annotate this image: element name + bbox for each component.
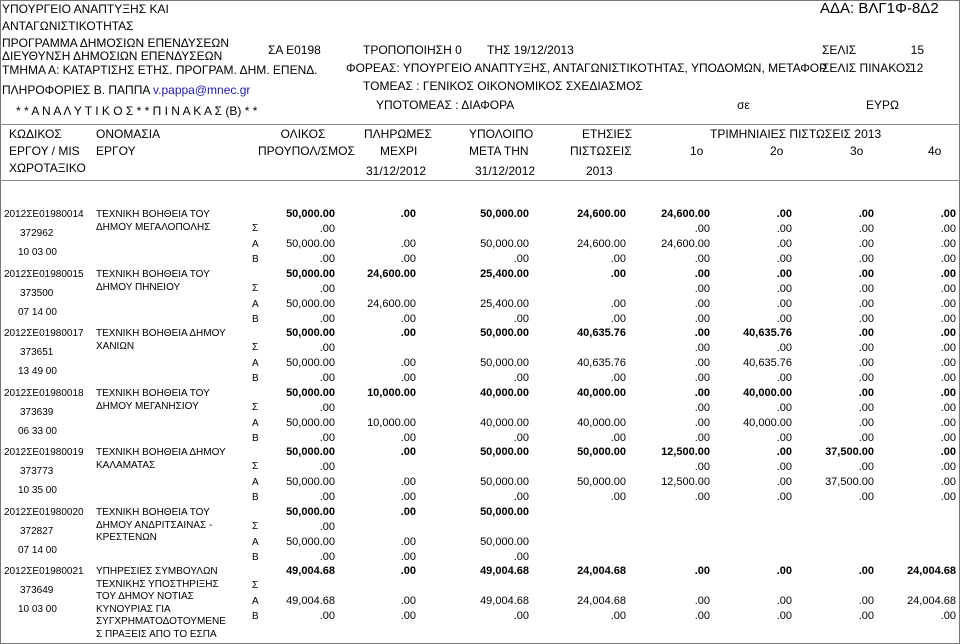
- page-label: ΣΕΛΙΣ: [822, 43, 857, 57]
- row-label-Σ: Σ: [252, 342, 259, 353]
- value-q3: .00: [858, 208, 874, 220]
- project-code: 2012ΣΕ01980021: [4, 566, 84, 577]
- project-name-line: ΤΕΧΝΙΚΗ ΒΟΗΘΕΙΑ ΤΟΥ: [96, 269, 210, 280]
- value-ypoloipo: 50,000.00: [480, 476, 529, 488]
- value-q1: .00: [694, 491, 710, 503]
- value-q4: 24,004.68: [907, 565, 956, 577]
- value-q1: 12,500.00: [661, 476, 710, 488]
- row-label-Β: Β: [252, 492, 259, 503]
- project-mis: 373773: [20, 466, 54, 477]
- value-q4: .00: [940, 313, 956, 325]
- value-etisies: .00: [610, 491, 626, 503]
- value-q3: .00: [858, 417, 874, 429]
- row-label-Β: Β: [252, 373, 259, 384]
- project-name-line: ΚΥΝΟΥΡΙΑΣ ΓΙΑ: [96, 603, 171, 615]
- value-oliko: .00: [319, 313, 335, 325]
- value-q3: .00: [858, 432, 874, 444]
- value-q1: .00: [694, 268, 710, 280]
- project-name-line: ΤΕΧΝΙΚΗ ΒΟΗΘΕΙΑ ΤΟΥ: [96, 388, 210, 399]
- value-oliko: .00: [319, 253, 335, 265]
- value-ypoloipo: .00: [513, 253, 529, 265]
- org-line-5: ΤΜΗΜΑ Α: ΚΑΤΑΡΤΙΣΗΣ ΕΤΗΣ. ΠΡΟΓΡΑΜ. ΔΗΜ. ΕΠΕΝΔ.: [2, 63, 318, 77]
- info-email[interactable]: v.pappa@mnec.gr: [153, 83, 251, 97]
- col-kodikos: ΚΩΔΙΚΟΣ ΕΡΓΟΥ / MIS ΧΩΡΟΤΑΞΙΚΟ: [9, 127, 86, 175]
- value-q4: .00: [940, 223, 956, 235]
- col-ypoloipo: ΥΠΟΛΟΙΠΟ ΜΕΤΑ ΤΗΝ 31/12/2012: [469, 127, 536, 178]
- value-q1: .00: [694, 327, 710, 339]
- value-etisies: 40,635.76: [577, 357, 626, 369]
- value-pliromes: .00: [400, 506, 416, 518]
- value-etisies: 24,600.00: [577, 208, 626, 220]
- col-triminiaies: ΤΡΙΜΗΝΙΑΙΕΣ ΠΙΣΤΩΣΕΙΣ 2013: [710, 127, 882, 141]
- unit-se: σε: [737, 98, 750, 112]
- project-xoro: 06 33 00: [18, 426, 57, 437]
- value-ypoloipo: 40,000.00: [480, 387, 529, 399]
- value-oliko: 50,000.00: [286, 476, 335, 488]
- value-oliko: 50,000.00: [286, 238, 335, 250]
- value-q3: 37,500.00: [825, 446, 874, 458]
- project-mis: 373649: [20, 585, 54, 596]
- value-q4: .00: [940, 491, 956, 503]
- value-q1: .00: [694, 595, 710, 607]
- value-q2: .00: [776, 313, 792, 325]
- row-label-Α: Α: [252, 418, 259, 429]
- value-pliromes: .00: [400, 432, 416, 444]
- value-pliromes: .00: [400, 357, 416, 369]
- project-xoro: 07 14 00: [18, 307, 57, 318]
- value-pliromes: .00: [400, 372, 416, 384]
- value-etisies: 24,600.00: [577, 238, 626, 250]
- value-oliko: .00: [319, 461, 335, 473]
- value-q2: .00: [776, 491, 792, 503]
- col-q2: 2ο: [770, 144, 784, 158]
- value-q4: .00: [940, 327, 956, 339]
- project-name-line: ΔΗΜΟΥ ΜΕΓΑΛΟΠΟΛΗΣ: [96, 221, 211, 233]
- value-ypoloipo: 49,004.68: [480, 595, 529, 607]
- value-ypoloipo: 25,400.00: [480, 268, 529, 280]
- project-name-line: Σ ΠΡΑΞΕΙΣ ΑΠΟ ΤΟ ΕΣΠΑ: [96, 628, 217, 640]
- value-q4: .00: [940, 342, 956, 354]
- value-q3: .00: [858, 387, 874, 399]
- project-code: 2012ΣΕ01980019: [4, 447, 84, 458]
- row-label-Β: Β: [252, 611, 259, 622]
- value-pliromes: .00: [400, 595, 416, 607]
- value-q1: .00: [694, 342, 710, 354]
- value-q1: 24,600.00: [661, 208, 710, 220]
- value-q2: .00: [776, 610, 792, 622]
- col-etisies: ΕΤΗΣΙΕΣ ΠΙΣΤΩΣΕΙΣ 2013: [570, 127, 633, 178]
- project-xoro: 10 03 00: [18, 247, 57, 258]
- project-name-line: ΤΕΧΝΙΚΗ ΒΟΗΘΕΙΑ ΔΗΜΟΥ: [96, 328, 226, 339]
- value-oliko: .00: [319, 551, 335, 563]
- col-q4: 4ο: [928, 144, 942, 158]
- project-mis: 373651: [20, 347, 54, 358]
- value-q3: .00: [858, 402, 874, 414]
- value-q2: .00: [776, 446, 792, 458]
- project-mis: 372962: [20, 228, 54, 239]
- value-q2: .00: [776, 565, 792, 577]
- value-etisies: 50,000.00: [577, 446, 626, 458]
- value-q2: .00: [776, 461, 792, 473]
- value-q2: .00: [776, 372, 792, 384]
- value-ypoloipo: 50,000.00: [480, 536, 529, 548]
- project-xoro: 10 35 00: [18, 485, 57, 496]
- value-q2: .00: [776, 476, 792, 488]
- value-q3: .00: [858, 283, 874, 295]
- project-name-line: ΥΠΗΡΕΣΙΕΣ ΣΥΜΒΟΥΛΩΝ: [96, 566, 218, 577]
- value-q2: .00: [776, 283, 792, 295]
- value-q2: 40,000.00: [743, 417, 792, 429]
- doc-date: ΤΗΣ 19/12/2013: [487, 43, 574, 57]
- project-xoro: 07 14 00: [18, 545, 57, 556]
- value-etisies: 40,000.00: [577, 417, 626, 429]
- value-oliko: 49,004.68: [286, 565, 335, 577]
- value-q2: 40,635.76: [743, 327, 792, 339]
- row-label-Α: Α: [252, 477, 259, 488]
- project-name-line: ΤΕΧΝΙΚΗ ΒΟΗΘΕΙΑ ΤΟΥ: [96, 507, 210, 518]
- value-q1: .00: [694, 432, 710, 444]
- value-oliko: 50,000.00: [286, 298, 335, 310]
- project-name-line: ΧΑΝΙΩΝ: [96, 340, 135, 352]
- row-label-Β: Β: [252, 433, 259, 444]
- col-pliromes: ΠΛΗΡΩΜΕΣ ΜΕΧΡΙ 31/12/2012: [364, 127, 432, 178]
- org-line-4: ΔΙΕΥΘΥΝΣΗ ΔΗΜΟΣΙΩΝ ΕΠΕΝΔΥΣΕΩΝ: [2, 49, 223, 63]
- value-oliko: 50,000.00: [286, 417, 335, 429]
- header-rule-bottom: [0, 180, 960, 181]
- tomeas: ΤΟΜΕΑΣ : ΓΕΝΙΚΟΣ ΟΙΚΟΝΟΜΙΚΟΣ ΣΧΕΔΙΑΣΜΟΣ: [363, 79, 643, 93]
- value-q2: .00: [776, 268, 792, 280]
- value-q4: .00: [940, 238, 956, 250]
- value-pliromes: .00: [400, 208, 416, 220]
- value-q2: .00: [776, 253, 792, 265]
- project-code: 2012ΣΕ01980014: [4, 209, 84, 220]
- value-ypoloipo: 50,000.00: [480, 506, 529, 518]
- value-ypoloipo: .00: [513, 610, 529, 622]
- value-oliko: 50,000.00: [286, 208, 335, 220]
- value-q3: .00: [858, 610, 874, 622]
- value-q4: .00: [940, 610, 956, 622]
- value-pliromes: .00: [400, 327, 416, 339]
- value-pliromes: 10,000.00: [367, 387, 416, 399]
- value-pliromes: .00: [400, 313, 416, 325]
- analysis-title: * * Α Ν Α Λ Υ Τ Ι Κ Ο Σ * * Π Ι Ν Α Κ Α Σ (Β) * *: [16, 104, 258, 118]
- value-q4: .00: [940, 268, 956, 280]
- value-etisies: .00: [610, 253, 626, 265]
- value-ypoloipo: 50,000.00: [480, 446, 529, 458]
- project-name-line: ΔΗΜΟΥ ΠΗΝΕΙΟΥ: [96, 281, 181, 293]
- value-oliko: .00: [319, 283, 335, 295]
- value-etisies: .00: [610, 610, 626, 622]
- org-line-1: ΥΠΟΥΡΓΕΙΟ ΑΝΑΠΤΥΞΗΣ ΚΑΙ: [2, 2, 169, 16]
- value-q1: .00: [694, 357, 710, 369]
- value-q4: .00: [940, 402, 956, 414]
- value-pliromes: .00: [400, 551, 416, 563]
- project-xoro: 10 03 00: [18, 604, 57, 615]
- value-etisies: 40,000.00: [577, 387, 626, 399]
- value-q3: .00: [858, 223, 874, 235]
- value-etisies: 24,004.68: [577, 565, 626, 577]
- value-pliromes: .00: [400, 610, 416, 622]
- col-q3: 3ο: [850, 144, 864, 158]
- value-q2: .00: [776, 432, 792, 444]
- value-oliko: 50,000.00: [286, 268, 335, 280]
- value-pliromes: .00: [400, 536, 416, 548]
- row-label-Β: Β: [252, 314, 259, 325]
- ada-code: ΑΔΑ: ΒΛΓ1Φ-8Δ2: [820, 0, 939, 17]
- value-pliromes: .00: [400, 253, 416, 265]
- value-etisies: .00: [610, 432, 626, 444]
- value-etisies: 24,004.68: [577, 595, 626, 607]
- project-name-line: ΚΑΛΑΜΑΤΑΣ: [96, 459, 156, 471]
- page-value: 15: [910, 43, 924, 57]
- modification: ΤΡΟΠΟΠΟΙΗΣΗ 0: [363, 43, 462, 57]
- value-q1: .00: [694, 402, 710, 414]
- value-oliko: .00: [319, 402, 335, 414]
- value-q3: .00: [858, 595, 874, 607]
- row-label-Β: Β: [252, 254, 259, 265]
- row-label-Α: Α: [252, 358, 259, 369]
- info-label: ΠΛΗΡΟΦΟΡΙΕΣ Β. ΠΑΠΠΑ: [2, 83, 150, 97]
- value-q3: .00: [858, 253, 874, 265]
- row-label-Σ: Σ: [252, 283, 259, 294]
- ypotomeas: ΥΠΟΤΟΜΕΑΣ : ΔΙΑΦΟΡΑ: [376, 98, 515, 112]
- project-name-line: ΔΗΜΟΥ ΑΝΔΡΙΤΣΑΙΝΑΣ -: [96, 519, 213, 531]
- value-ypoloipo: .00: [513, 372, 529, 384]
- header-rule-top: [0, 124, 960, 125]
- value-pliromes: .00: [400, 565, 416, 577]
- row-label-Β: Β: [252, 552, 259, 563]
- value-oliko: 50,000.00: [286, 327, 335, 339]
- value-oliko: .00: [319, 223, 335, 235]
- project-name-line: ΔΗΜΟΥ ΜΕΓΑΝΗΣΙΟΥ: [96, 400, 199, 412]
- value-q4: .00: [940, 372, 956, 384]
- value-oliko: 50,000.00: [286, 387, 335, 399]
- value-ypoloipo: 50,000.00: [480, 327, 529, 339]
- value-q4: .00: [940, 208, 956, 220]
- project-name-line: ΤΕΧΝΙΚΗ ΒΟΗΘΕΙΑ ΔΗΜΟΥ: [96, 447, 226, 458]
- value-q3: .00: [858, 238, 874, 250]
- value-q2: .00: [776, 298, 792, 310]
- row-label-Σ: Σ: [252, 461, 259, 472]
- value-q1: .00: [694, 565, 710, 577]
- project-mis: 372827: [20, 526, 54, 537]
- value-ypoloipo: .00: [513, 313, 529, 325]
- value-q1: .00: [694, 253, 710, 265]
- col-q1: 1ο: [690, 144, 704, 158]
- project-name-line: ΚΡΕΣΤΕΝΩΝ: [96, 532, 157, 543]
- col-oliko: ΟΛΙΚΟΣ ΠΡΟΥΠΟΛ/ΣΜΟΣ: [258, 127, 355, 158]
- project-code: 2012ΣΕ01980015: [4, 269, 84, 280]
- value-q4: .00: [940, 387, 956, 399]
- value-pliromes: 24,600.00: [367, 268, 416, 280]
- value-q4: .00: [940, 432, 956, 444]
- value-q2: 40,000.00: [743, 387, 792, 399]
- value-q1: .00: [694, 417, 710, 429]
- value-q3: .00: [858, 461, 874, 473]
- project-name-line: ΤΕΧΝΙΚΗ ΒΟΗΘΕΙΑ ΤΟΥ: [96, 209, 210, 220]
- value-q1: .00: [694, 610, 710, 622]
- value-q4: .00: [940, 476, 956, 488]
- value-etisies: .00: [610, 372, 626, 384]
- project-code: 2012ΣΕ01980017: [4, 328, 84, 339]
- row-label-Α: Α: [252, 596, 259, 607]
- value-ypoloipo: 40,000.00: [480, 417, 529, 429]
- value-q4: .00: [940, 357, 956, 369]
- value-pliromes: .00: [400, 446, 416, 458]
- org-line-3: ΠΡΟΓΡΑΜΜΑ ΔΗΜΟΣΙΩΝ ΕΠΕΝΔΥΣΕΩΝ: [2, 36, 229, 50]
- value-q2: .00: [776, 595, 792, 607]
- value-oliko: .00: [319, 491, 335, 503]
- project-name-line: ΣΥΓΧΡΗΜΑΤΟΔΟΤΟΥΜΕΝΕ: [96, 616, 226, 627]
- row-label-Σ: Σ: [252, 521, 259, 532]
- value-ypoloipo: 50,000.00: [480, 357, 529, 369]
- value-q2: .00: [776, 342, 792, 354]
- project-code: 2012ΣΕ01980018: [4, 388, 84, 399]
- value-pliromes: 24,600.00: [367, 298, 416, 310]
- value-ypoloipo: 50,000.00: [480, 208, 529, 220]
- project-name-line: ΤΕΧΝΙΚΗΣ ΥΠΟΣΤΗΡΙΞΗΣ: [96, 578, 219, 590]
- value-etisies: .00: [610, 268, 626, 280]
- value-ypoloipo: .00: [513, 432, 529, 444]
- project-mis: 373500: [20, 288, 54, 299]
- value-q2: .00: [776, 238, 792, 250]
- value-q3: .00: [858, 342, 874, 354]
- project-name-line: ΤΟΥ ΔΗΜΟΥ ΝΟΤΙΑΣ: [96, 591, 194, 602]
- value-etisies: 50,000.00: [577, 476, 626, 488]
- info-contact: [2, 83, 250, 97]
- value-ypoloipo: .00: [513, 491, 529, 503]
- value-pliromes: .00: [400, 491, 416, 503]
- currency: ΕΥΡΩ: [866, 98, 899, 112]
- value-pliromes: .00: [400, 476, 416, 488]
- row-label-Σ: Σ: [252, 402, 259, 413]
- value-ypoloipo: .00: [513, 551, 529, 563]
- value-oliko: 50,000.00: [286, 357, 335, 369]
- table-page-label: ΣΕΛΙΣ ΠΙΝΑΚΟΣ: [822, 61, 913, 75]
- row-label-Σ: Σ: [252, 580, 259, 591]
- value-q1: 12,500.00: [661, 446, 710, 458]
- col-onomasia: ΟΝΟΜΑΣΙΑ ΕΡΓΟΥ: [96, 127, 161, 158]
- value-q4: .00: [940, 283, 956, 295]
- value-oliko: .00: [319, 342, 335, 354]
- project-xoro: 13 49 00: [18, 366, 57, 377]
- value-ypoloipo: 50,000.00: [480, 238, 529, 250]
- value-oliko: 50,000.00: [286, 446, 335, 458]
- value-q2: 40,635.76: [743, 357, 792, 369]
- sa-code: ΣΑ Ε0198: [268, 43, 321, 57]
- foreas: ΦΟΡΕΑΣ: ΥΠΟΥΡΓΕΙΟ ΑΝΑΠΤΥΞΗΣ, ΑΝΤΑΓΩΝΙΣΤΙΚΟΤΗΤΑΣ, ΥΠΟΔΟΜΩΝ, ΜΕΤΑΦΟΡ: [346, 61, 828, 75]
- value-q4: 24,004.68: [907, 595, 956, 607]
- value-q2: .00: [776, 208, 792, 220]
- row-label-Α: Α: [252, 299, 259, 310]
- value-pliromes: .00: [400, 238, 416, 250]
- org-line-2: ΑΝΤΑΓΩΝΙΣΤΙΚΟΤΗΤΑΣ: [2, 19, 134, 33]
- value-q4: .00: [940, 417, 956, 429]
- value-oliko: .00: [319, 521, 335, 533]
- value-q1: .00: [694, 372, 710, 384]
- value-q1: .00: [694, 223, 710, 235]
- value-q4: .00: [940, 446, 956, 458]
- row-label-Α: Α: [252, 537, 259, 548]
- value-oliko: .00: [319, 432, 335, 444]
- value-q4: .00: [940, 253, 956, 265]
- value-q3: .00: [858, 268, 874, 280]
- value-ypoloipo: 25,400.00: [480, 298, 529, 310]
- value-q3: .00: [858, 327, 874, 339]
- value-q1: .00: [694, 298, 710, 310]
- value-etisies: .00: [610, 313, 626, 325]
- value-q3: .00: [858, 357, 874, 369]
- value-q3: .00: [858, 565, 874, 577]
- value-oliko: 50,000.00: [286, 506, 335, 518]
- value-q1: 24,600.00: [661, 238, 710, 250]
- value-q1: .00: [694, 283, 710, 295]
- value-q3: .00: [858, 491, 874, 503]
- value-q3: .00: [858, 372, 874, 384]
- row-label-Σ: Σ: [252, 223, 259, 234]
- value-etisies: .00: [610, 298, 626, 310]
- value-q3: .00: [858, 313, 874, 325]
- value-q3: 37,500.00: [825, 476, 874, 488]
- value-q4: .00: [940, 461, 956, 473]
- value-pliromes: 10,000.00: [367, 417, 416, 429]
- value-q1: .00: [694, 461, 710, 473]
- value-oliko: .00: [319, 610, 335, 622]
- value-oliko: 49,004.68: [286, 595, 335, 607]
- project-mis: 373639: [20, 407, 54, 418]
- table-page-value: 12: [910, 61, 924, 75]
- project-code: 2012ΣΕ01980020: [4, 507, 84, 518]
- value-q1: .00: [694, 387, 710, 399]
- value-oliko: 50,000.00: [286, 536, 335, 548]
- value-q1: .00: [694, 313, 710, 325]
- value-q4: .00: [940, 298, 956, 310]
- row-label-Α: Α: [252, 239, 259, 250]
- value-oliko: .00: [319, 372, 335, 384]
- value-etisies: 40,635.76: [577, 327, 626, 339]
- value-ypoloipo: 49,004.68: [480, 565, 529, 577]
- value-q2: .00: [776, 223, 792, 235]
- value-q3: .00: [858, 298, 874, 310]
- value-q2: .00: [776, 402, 792, 414]
